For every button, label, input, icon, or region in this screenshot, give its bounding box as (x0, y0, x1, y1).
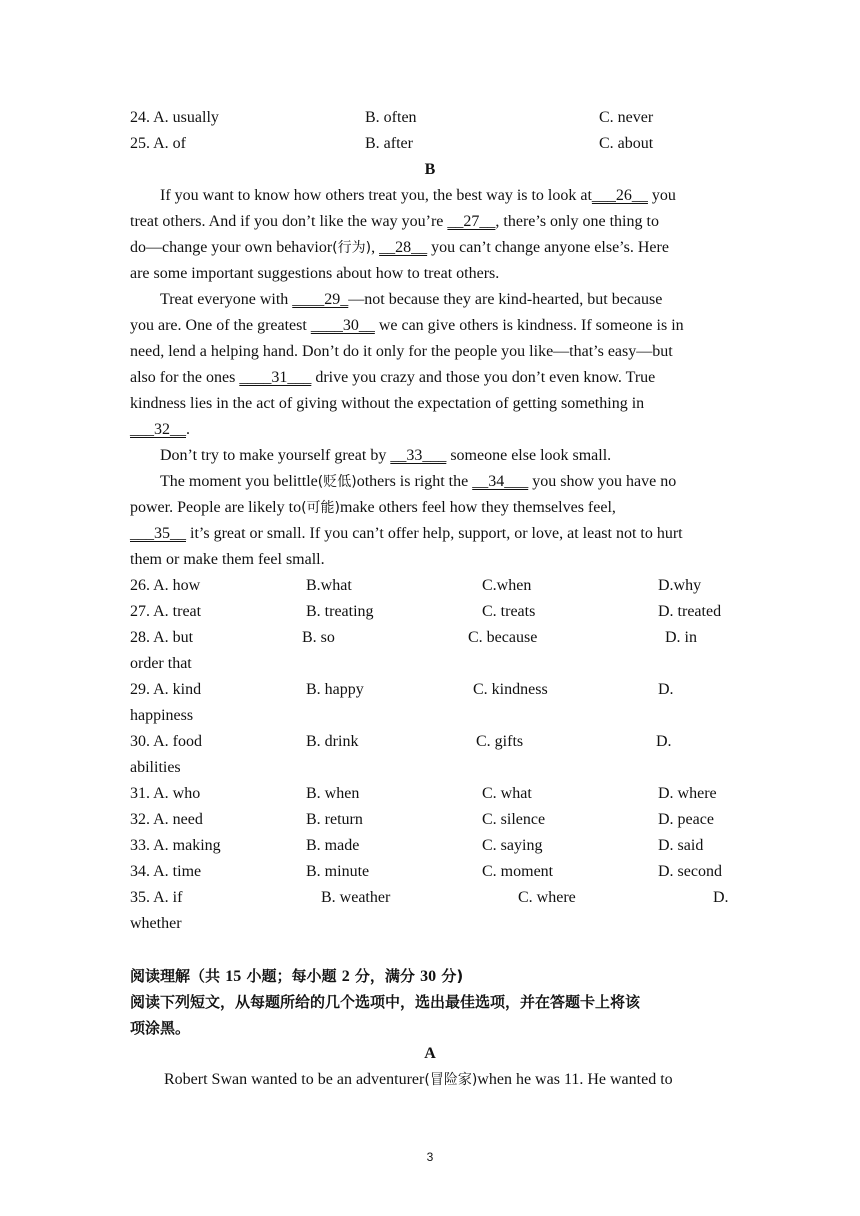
option-32-a: 32. A. need (130, 811, 203, 828)
text-run: . (186, 421, 190, 438)
option-34-c: C. moment (482, 863, 554, 880)
paragraph-2-line-2 (130, 316, 684, 336)
text-run: If you want to know how others treat you, the best way is to look at (160, 187, 592, 204)
blank-34: __34___ (472, 473, 529, 490)
option-29-d-wrap: happiness (130, 707, 194, 724)
option-33-c: C. saying (482, 837, 543, 854)
paragraph-4-line-1 (160, 472, 676, 492)
option-26-d: D.why (658, 577, 702, 594)
blank-35: ___35__ (130, 525, 186, 542)
option-34-a: 34. A. time (130, 863, 202, 880)
chinese-gloss: (贬低) (317, 474, 357, 490)
text-run: make others feel how they themselves feel, (340, 499, 616, 516)
option-26-c: C.when (482, 577, 532, 594)
option-32-d: D. peace (658, 811, 714, 828)
option-32-c: C. silence (482, 811, 546, 828)
option-30-b: B. drink (306, 733, 359, 750)
text-run: you are. One of the greatest (130, 317, 311, 334)
text-run: also for the ones (130, 369, 240, 386)
option-25-c: C. about (599, 135, 654, 152)
text-run: —not because they are kind-hearted, but because (348, 291, 663, 308)
option-28-d-wrap: order that (130, 655, 192, 672)
option-30-d-wrap: abilities (130, 759, 181, 776)
option-34-b: B. minute (306, 863, 370, 880)
chinese-gloss: (行为) (332, 240, 372, 256)
option-35-d: D. (713, 889, 729, 906)
reading-heading (130, 966, 463, 987)
option-35-b: B. weather (321, 889, 391, 906)
text-run: you show you have no (528, 473, 677, 490)
option-29-b: B. happy (306, 681, 364, 698)
option-26-b: B.what (306, 577, 352, 594)
option-31-a: 31. A. who (130, 785, 201, 802)
option-28-b: B. so (302, 629, 335, 646)
text-run: others is right the (356, 473, 473, 490)
option-33-d: D. said (658, 837, 704, 854)
blank-33: __33___ (390, 447, 447, 464)
paragraph-2-line-5: kindness lies in the act of giving without the expectation of getting something in (130, 395, 645, 412)
option-26-a: 26. A. how (130, 577, 201, 594)
paragraph-1-line-2 (130, 212, 659, 232)
option-29-a: 29. A. kind (130, 681, 202, 698)
heading-text: 阅读理解（共 (130, 967, 226, 985)
heading-number: 2 (341, 968, 350, 985)
heading-text: 分) (436, 967, 464, 985)
option-27-b: B. treating (306, 603, 374, 620)
text-run: Robert Swan wanted to be an adventurer (164, 1071, 425, 1088)
option-31-c: C. what (482, 785, 532, 802)
blank-30: ____30__ (310, 317, 375, 334)
reading-instruction-line-2: 项涂黑。 (130, 1019, 191, 1037)
option-35-d-wrap: whether (130, 915, 182, 932)
text-run: The moment you belittle (160, 473, 318, 490)
option-35-a: 35. A. if (130, 889, 183, 906)
heading-text: 小题；每小题 (241, 967, 342, 985)
option-29-d: D. (658, 681, 674, 698)
text-run: do—change your own behavior (130, 239, 333, 256)
blank-26: ___26__ (591, 187, 648, 204)
text-run: you can’t change anyone else’s. Here (427, 239, 669, 256)
paragraph-4-line-2 (130, 498, 616, 518)
paragraph-2-line-6 (130, 420, 190, 440)
chinese-gloss: (可能) (301, 500, 340, 516)
passage-a-line-1 (164, 1070, 673, 1090)
option-24-c: C. never (599, 109, 654, 126)
option-35-c: C. where (518, 889, 576, 906)
option-32-b: B. return (306, 811, 363, 828)
option-30-a: 30. A. food (130, 733, 202, 750)
paragraph-2-line-3: need, lend a helping hand. Don’t do it only for the people you like—that’s easy—but (130, 343, 673, 360)
paragraph-2-line-1 (160, 290, 662, 310)
paragraph-3-line-1 (160, 446, 611, 466)
heading-number: 30 (420, 968, 437, 985)
option-34-d: D. second (658, 863, 722, 880)
text-run: we can give others is kindness. If someone is in (374, 317, 684, 334)
text-run: it’s great or small. If you can’t offer help, support, or love, at least not to hurt (186, 525, 683, 542)
option-24-b: B. often (365, 109, 417, 126)
blank-27: __27__ (447, 213, 496, 230)
paragraph-1-line-3 (130, 238, 669, 258)
option-29-c: C. kindness (473, 681, 548, 698)
passage-a-title: A (424, 1045, 436, 1062)
option-25-b: B. after (365, 135, 413, 152)
option-30-d: D. (656, 733, 672, 750)
text-run: power. People are likely to (130, 499, 302, 516)
option-33-b: B. made (306, 837, 360, 854)
heading-text: 分，满分 (349, 967, 421, 985)
paragraph-1-line-4: are some important suggestions about how to treat others. (130, 265, 500, 282)
paragraph-2-line-4 (130, 368, 655, 388)
text-run: you (647, 187, 676, 204)
blank-31: ____31___ (239, 369, 312, 386)
text-run: drive you crazy and those you don’t even know. True (311, 369, 656, 386)
paragraph-1-line-1 (160, 186, 676, 206)
option-31-d: D. where (658, 785, 717, 802)
heading-number: 15 (225, 968, 242, 985)
text-run: Treat everyone with (160, 291, 293, 308)
blank-28: __28__ (379, 239, 428, 256)
option-28-a: 28. A. but (130, 629, 194, 646)
page-number: 3 (426, 1150, 434, 1164)
text-run: someone else look small. (446, 447, 612, 464)
paragraph-4-line-3 (130, 524, 683, 544)
text-run: , there’s only one thing to (495, 213, 659, 230)
text-run: treat others. And if you don’t like the way you’re (130, 213, 448, 230)
reading-instruction-line-1: 阅读下列短文，从每题所给的几个选项中，选出最佳选项，并在答题卡上将该 (130, 993, 641, 1011)
option-33-a: 33. A. making (130, 837, 221, 854)
paragraph-4-line-4: them or make them feel small. (130, 551, 325, 568)
option-28-c: C. because (468, 629, 538, 646)
blank-32: ___32__ (130, 421, 186, 438)
text-run: when he was 11. He wanted to (477, 1071, 673, 1088)
option-24-a: 24. A. usually (130, 109, 219, 126)
option-30-c: C. gifts (476, 733, 524, 750)
chinese-gloss: (冒险家) (424, 1072, 478, 1088)
section-b-title: B (424, 161, 436, 178)
text-run: , (371, 239, 380, 256)
option-28-d: D. in (665, 629, 697, 646)
option-25-a: 25. A. of (130, 135, 186, 152)
option-31-b: B. when (306, 785, 360, 802)
blank-29: ____29_ (292, 291, 349, 308)
option-27-a: 27. A. treat (130, 603, 202, 620)
option-27-d: D. treated (658, 603, 722, 620)
option-27-c: C. treats (482, 603, 536, 620)
text-run: Don’t try to make yourself great by (160, 447, 391, 464)
